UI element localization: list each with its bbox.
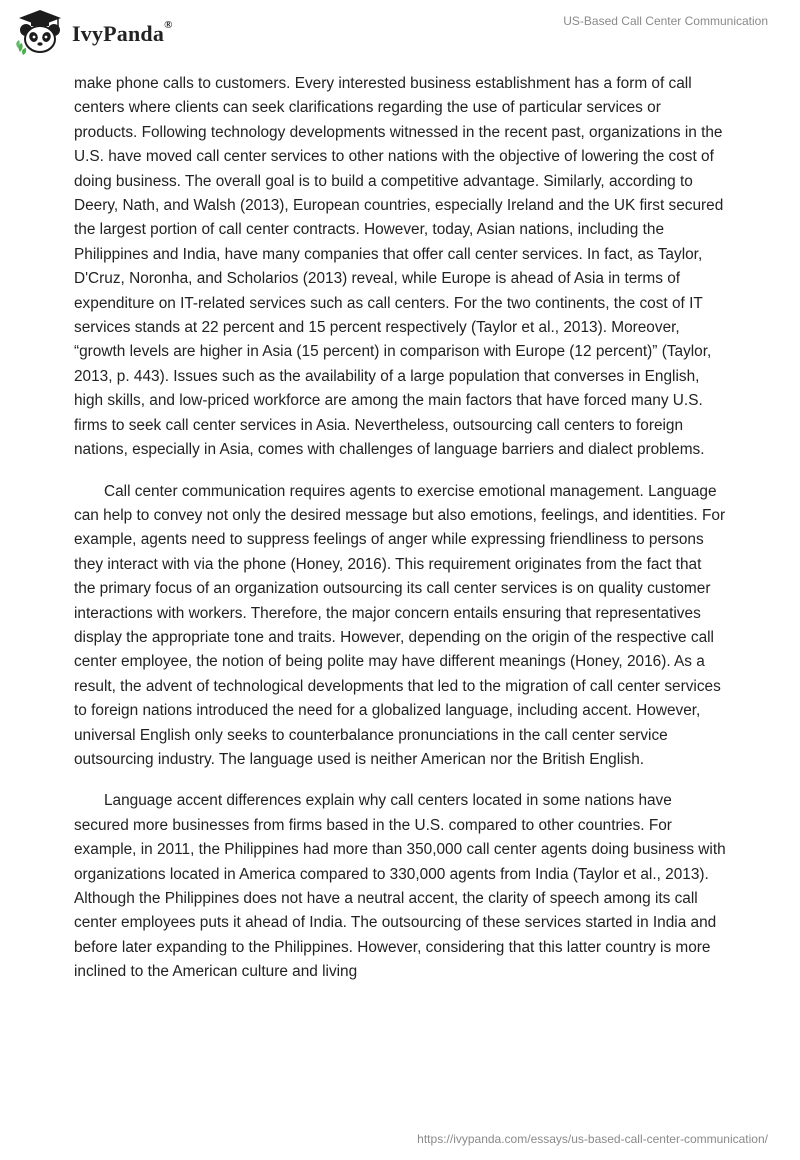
source-url[interactable]: https://ivypanda.com/essays/us-based-call-center-communication/ xyxy=(417,1132,768,1146)
ivypanda-logo[interactable] xyxy=(14,8,173,58)
paragraph-2: Call center communication requires agents to exercise emotional management. Language can help to convey not only the desired message but also emotions, feelings, and identities. For example, agents need to suppress feelings of anger while expressing friendliness to persons they interact with via the phone (Honey, 2016). This requirement originates from the fact that the primary focus of an organization outsourcing its call center services is on quality customer interactions with workers. Therefore, the major concern entails ensuring that representatives display the appropriate tone and traits. However, depending on the origin of the respective call center employee, the notion of being polite may have different meanings (Honey, 2016). As a result, the advent of technological developments that led to the migration of call center services to foreign nations introduced the need for a globalized language, including accent. However, universal English only seeks to counterbalance pronunciations in the call center service outsourcing industry. The language used is neither American nor the British English. xyxy=(74,482,726,768)
page-header xyxy=(0,0,800,70)
paragraph-3: Language accent differences explain why call centers located in some nations have secured more businesses from firms based in the U.S. compared to other countries. For example, in 2011, the Philippines had more than 350,000 call center agents doing business with organizations located in America compared to 330,000 agents from India (Taylor et al., 2013). Although the Philippines does not have a neutral accent, the clarity of speech among its call center employees puts it ahead of India. The outsourcing of these services started in India and before later expanding to the Philippines. However, considering that this latter country is more inclined to the American culture and living xyxy=(74,792,726,981)
brand-name: IvyPanda® xyxy=(72,19,173,46)
paragraph-1: make phone calls to customers. Every interested business establishment has a form of call centers where clients can seek clarifications regarding the use of particular services or products. Following technology developments witnessed in the recent past, organizations in the U.S. have moved call center services to other nations with the objective of lowering the cost of doing business. The overall goal is to build a competitive advantage. Similarly, according to Deery, Nath, and Walsh (2013), European countries, especially Ireland and the UK first secured the largest portion of call center contracts. However, today, Asian nations, including the Philippines and India, have many companies that offer call center services. In fact, as Taylor, D'Cruz, Noronha, and Scholarios (2013) reveal, while Europe is ahead of Asia in terms of expenditure on IT-related services such as call centers. For the two continents, the cost of IT services stands at 22 percent and 15 percent respectively (Taylor et al., 2013). Moreover, “growth levels are higher in Asia (15 percent) in comparison with Europe (12 percent)” (Taylor, 2013, p. 443). Issues such as the availability of a large population that converses in English, high skills, and low-priced workforce are among the main factors that have forced many U.S. firms to seek call center services in Asia. Nevertheless, outsourcing call centers to foreign nations, especially in Asia, comes with challenges of language barriers and dialect problems. xyxy=(74,75,724,459)
document-title: US-Based Call Center Communication xyxy=(563,14,768,28)
essay-body xyxy=(74,72,726,985)
panda-graduate-icon xyxy=(14,8,66,58)
trademark-symbol: ® xyxy=(164,19,173,31)
